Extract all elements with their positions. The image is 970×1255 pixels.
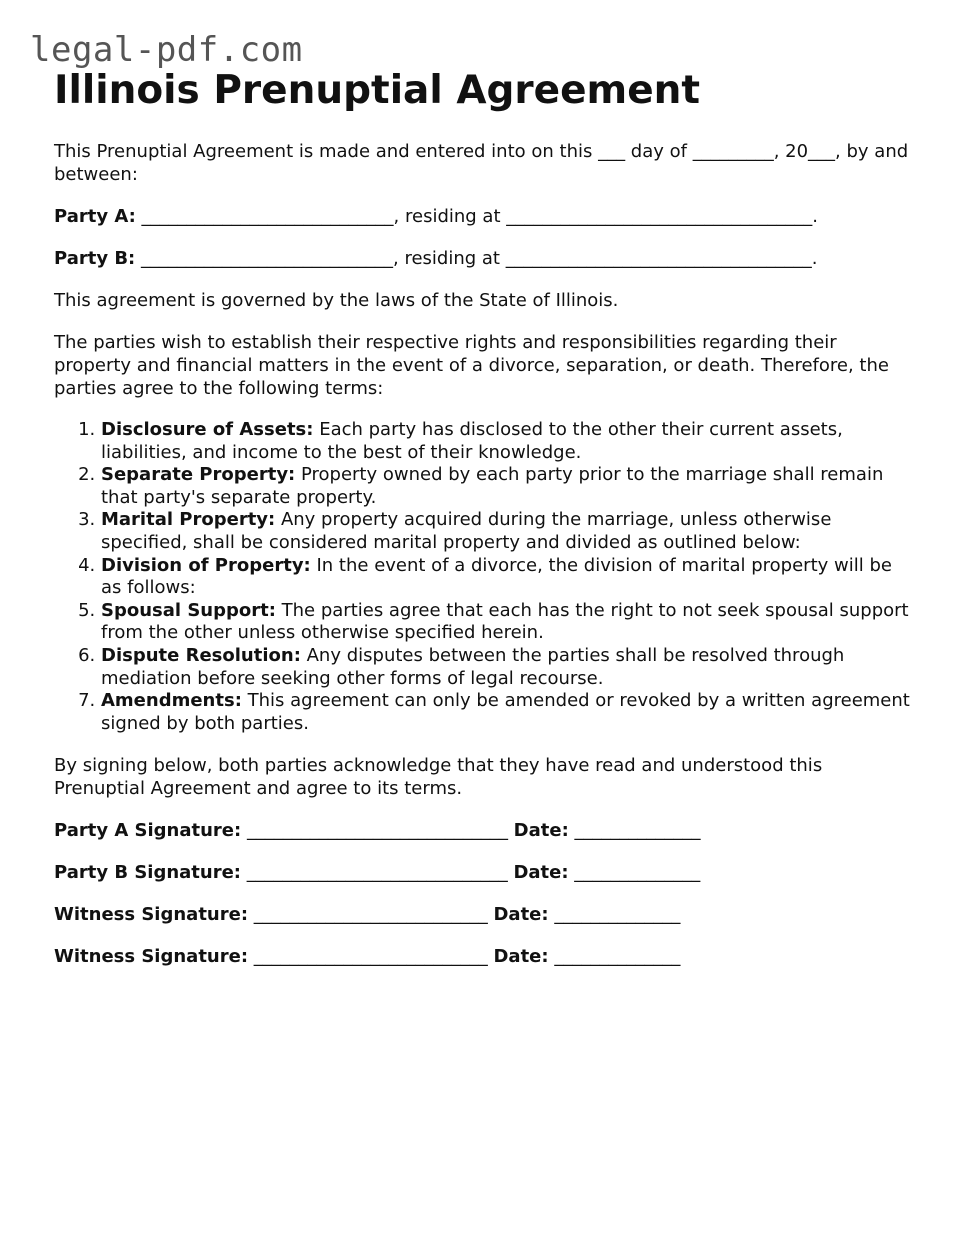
signature-label: Party B Signature: xyxy=(54,862,242,884)
signature-blank: __________________________ xyxy=(248,946,494,968)
term-item xyxy=(101,464,910,509)
term-heading: Spousal Support: xyxy=(101,599,276,621)
terms-list xyxy=(54,419,910,735)
party-b-signature-line xyxy=(54,861,910,884)
term-text: In the event of a divorce, the division of marital property will be as follows: xyxy=(101,554,892,599)
date-label: Date: xyxy=(493,904,549,926)
term-heading: Marital Property: xyxy=(101,509,276,531)
party-b-name-blank: ____________________________ xyxy=(135,248,393,269)
signature-blank: _____________________________ xyxy=(241,820,514,842)
term-item xyxy=(101,509,910,554)
party-a-residing-text: , residing at xyxy=(393,206,507,227)
date-blank: ______________ xyxy=(568,820,701,842)
intro-paragraph: This Prenuptial Agreement is made and entered into on this ___ day of _________, 20___, by and between: xyxy=(54,141,909,185)
term-text: Any property acquired during the marriage, unless otherwise specified, shall be considered marital property and divided as outlined below: xyxy=(101,509,832,553)
signature-blank: _____________________________ xyxy=(241,862,514,884)
signature-label: Witness Signature: xyxy=(54,946,249,968)
watermark: legal-pdf.com xyxy=(30,30,303,70)
term-text: This agreement can only be amended or revoked by a written agreement signed by both parties. xyxy=(101,690,910,734)
date-label: Date: xyxy=(493,946,549,968)
term-heading: Disclosure of Assets: xyxy=(101,419,314,440)
party-b-label: Party B: xyxy=(54,248,136,269)
witness-1-signature-line xyxy=(54,903,910,926)
governing-law-paragraph: This agreement is governed by the laws of the State of Illinois. xyxy=(54,290,619,311)
term-text: Any disputes between the parties shall be resolved through mediation before seeking other forms of legal recourse. xyxy=(101,644,845,689)
term-item xyxy=(101,645,910,690)
signature-blank: __________________________ xyxy=(248,904,494,926)
term-text: The parties agree that each has the right to not seek spousal support from the other unless otherwise specified herein. xyxy=(101,599,909,644)
term-heading: Separate Property: xyxy=(101,464,296,486)
party-b-residing-text: , residing at xyxy=(393,248,506,269)
closing-paragraph: By signing below, both parties acknowledge that they have read and understood this Prenuptial Agreement and agree to its terms. xyxy=(54,755,823,800)
date-label: Date: xyxy=(513,820,569,842)
date-label: Date: xyxy=(513,862,569,884)
party-b-end: . xyxy=(811,248,818,269)
term-text: Property owned by each party prior to the marriage shall remain that party's separate property. xyxy=(101,464,884,508)
document-title: Illinois Prenuptial Agreement xyxy=(54,68,701,113)
party-a-label: Party A: xyxy=(54,206,136,227)
term-item xyxy=(101,600,910,645)
witness-2-signature-line xyxy=(54,945,910,968)
term-item xyxy=(101,555,910,600)
term-heading: Dispute Resolution: xyxy=(101,644,301,666)
date-blank: ______________ xyxy=(548,904,681,926)
term-heading: Division of Property: xyxy=(101,554,311,576)
term-heading: Amendments: xyxy=(101,690,242,712)
party-a-name-blank: ____________________________ xyxy=(135,206,394,227)
party-a-end: . xyxy=(812,206,818,227)
term-item xyxy=(101,419,910,464)
party-a-line xyxy=(54,205,910,228)
term-text: Each party has disclosed to the other their current assets, liabilities, and income to the best of their knowledge. xyxy=(101,419,843,463)
signature-label: Party A Signature: xyxy=(54,820,242,842)
document-body xyxy=(54,68,910,968)
term-item xyxy=(101,690,910,735)
purpose-paragraph: The parties wish to establish their respective rights and responsibilities regarding their property and financial matters in the event of a divorce, separation, or death. Therefore, the parties agree to the following terms: xyxy=(54,332,889,399)
party-a-signature-line xyxy=(54,819,910,842)
date-blank: ______________ xyxy=(568,862,701,884)
party-b-line xyxy=(54,247,910,270)
party-b-address-blank: __________________________________ xyxy=(505,248,812,269)
signature-label: Witness Signature: xyxy=(54,904,249,926)
date-blank: ______________ xyxy=(548,946,681,968)
party-a-address-blank: __________________________________ xyxy=(506,206,813,227)
